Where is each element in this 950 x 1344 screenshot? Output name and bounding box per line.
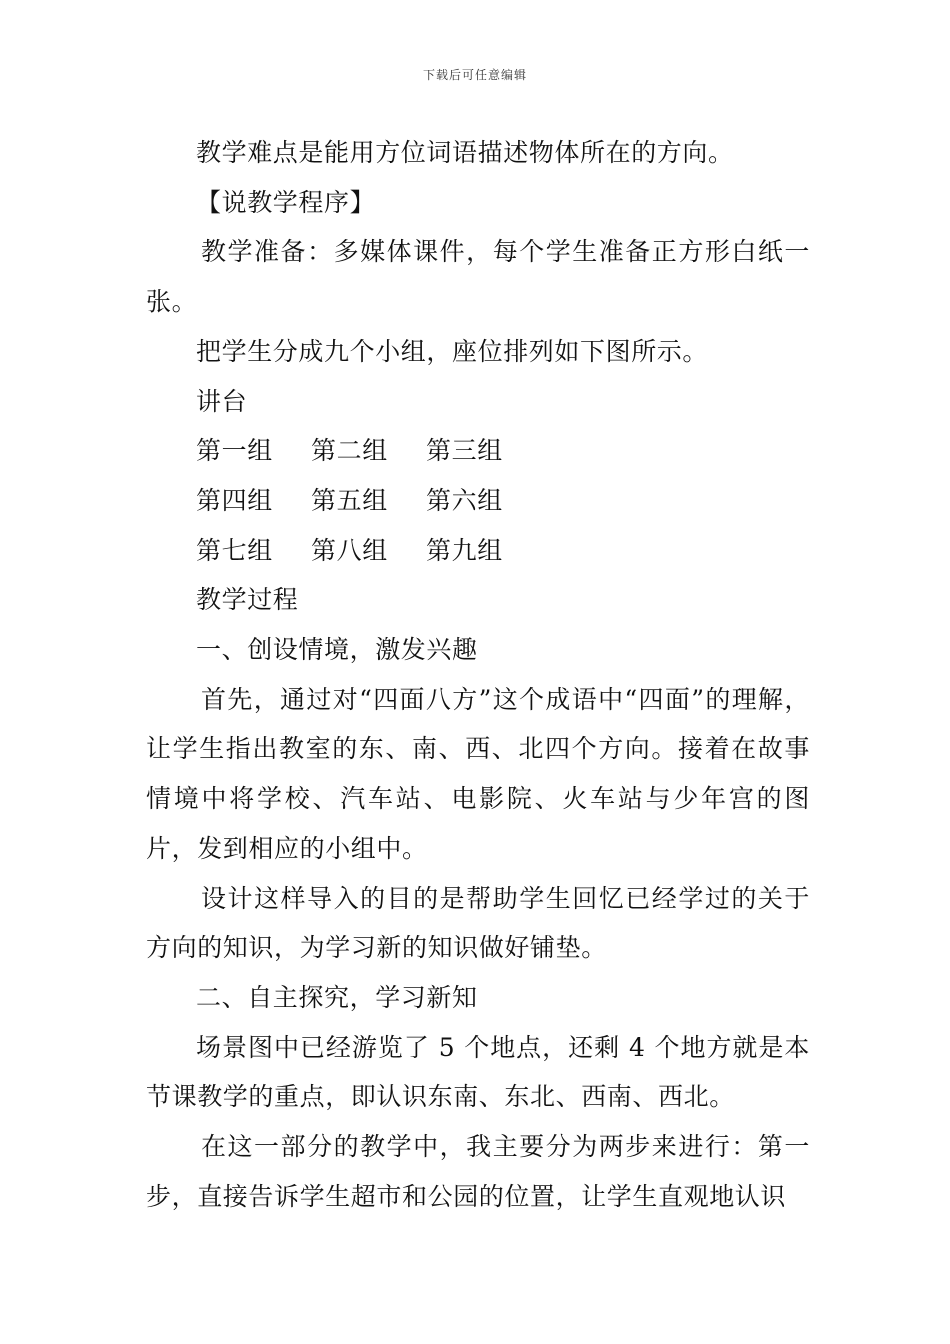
group-cell: 第五组 (311, 485, 388, 515)
heading-teaching-process: 教学过程 (196, 585, 299, 615)
group-row-3 (146, 526, 810, 576)
paragraph-step-1-purpose: 设计这样导入的目的是帮助学生回忆已经学过的关于方向的知识，为学习新的知识做好铺垫。 (146, 883, 810, 963)
group-cell: 第二组 (311, 436, 388, 466)
group-row-1 (146, 426, 810, 476)
document-body (146, 128, 810, 1221)
paragraph-teaching-difficulty: 教学难点是能用方位词语描述物体所在的方向。 (196, 138, 734, 167)
paragraph-teaching-preparation: 教学准备：多媒体课件，每个学生准备正方形白纸一张。 (146, 237, 810, 317)
heading-step-1: 一、创设情境，激发兴趣 (196, 635, 478, 665)
label-podium: 讲台 (196, 386, 248, 416)
group-cell: 第六组 (426, 485, 503, 515)
group-cell: 第四组 (196, 485, 273, 515)
group-cell: 第九组 (426, 535, 503, 565)
paragraph-step-2-scene: 场景图中已经游览了 5 个地点，还剩 4 个地方就是本节课教学的重点，即认识东南、东北、西南、西北。 (146, 1032, 810, 1112)
paragraph-step-2-method: 在这一部分的教学中，我主要分为两步来进行：第一步，直接告诉学生超市和公园的位置，让学生直观地认识 (146, 1132, 810, 1211)
group-cell: 第三组 (426, 436, 503, 466)
group-cell: 第八组 (311, 535, 388, 565)
paragraph-groups-intro: 把学生分成九个小组，座位排列如下图所示。 (196, 336, 709, 366)
page-header: 下载后可任意编辑 (422, 68, 527, 82)
group-row-2 (146, 476, 810, 526)
heading-step-2: 二、自主探究，学习新知 (196, 982, 478, 1012)
group-cell: 第一组 (196, 436, 273, 466)
paragraph-step-1-intro: 首先，通过对“四面八方”这个成语中“四面”的理解，让学生指出教室的东、南、西、北四个方向。接着在故事情境中将学校、汽车站、电影院、火车站与少年宫的图片，发到相应的小组中。 (146, 684, 810, 863)
section-heading-teaching-program: 【说教学程序】 (196, 187, 376, 217)
group-cell: 第七组 (196, 535, 273, 565)
